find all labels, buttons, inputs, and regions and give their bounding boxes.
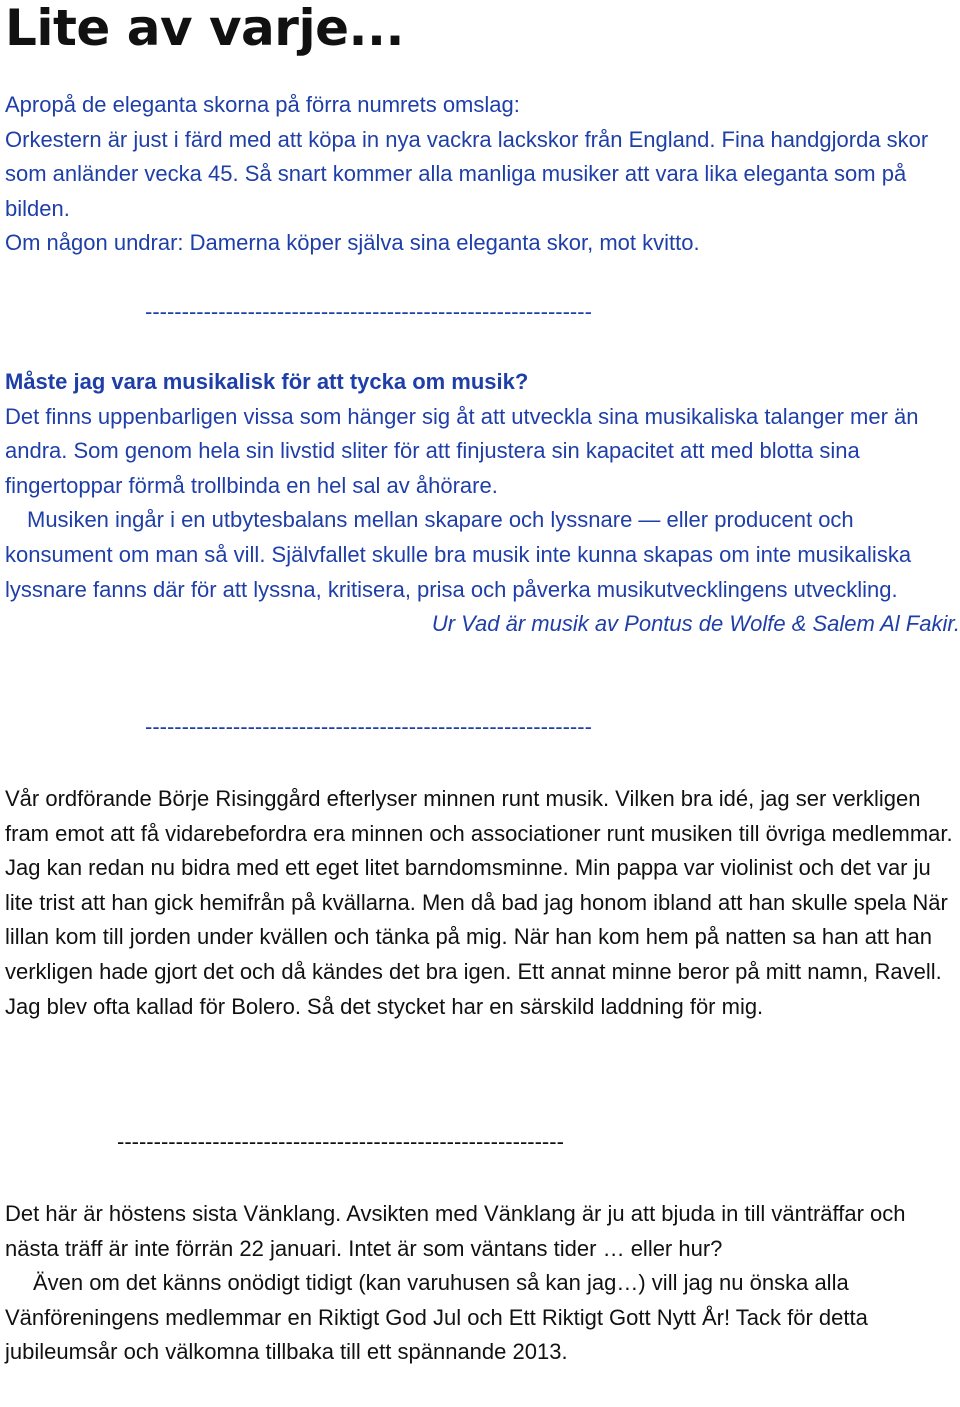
separator-1: -------------------------------------------------------------: [145, 299, 592, 324]
music-heading: Måste jag vara musikalisk för att tycka om musik?: [5, 369, 529, 394]
separator-2: -------------------------------------------------------------: [145, 714, 592, 739]
separator-3: -------------------------------------------------------------: [117, 1129, 564, 1154]
chairman-paragraph: Vår ordförande Börje Risinggård efterlyser minnen runt musik. Vilken bra idé, jag ser verkligen fram emot att få vidarebefordra era minnen och associationer runt musiken till övriga medlemmar. Jag kan redan nu bidra med ett eget litet barndomsminne. Min pappa var violinist och det var ju lite trist att han gick hemifrån på kvällarna. Men då bad jag honom ibland att han skulle spela När lillan kom till jorden under kvällen och tänka på mig. När han kom hem på natten sa han att han verkligen hade gjort det och då kändes det bra igen. Ett annat minne beror på mitt namn, Ravell. Jag blev ofta kallad för Bolero. Så det stycket har en särskild laddning för mig.: [5, 786, 953, 1019]
music-paragraph-1: Det finns uppenbarligen vissa som hänger sig åt att utveckla sina musikaliska talanger mer än andra. Som genom hela sin livstid sliter för att finjustera sin kapacitet att med blotta sina fingertoppar förmå trollbinda en hel sal av åhörare.: [5, 403, 919, 498]
autumn-paragraph-1: Det här är höstens sista Vänklang. Avsikten med Vänklang är ju att bjuda in till vänträffar och nästa träff är inte förrän 22 januari. Intet är som väntans tider … eller hur?: [5, 1201, 906, 1261]
autumn-paragraph-2: Även om det känns onödigt tidigt (kan varuhusen så kan jag…) vill jag nu önska alla Vänföreningens medlemmar en Riktigt God Jul och Ett Riktigt Gott Nytt År! Tack för detta jubileumsår och välkomna tillbaka till ett spännande 2013.: [5, 1270, 868, 1365]
intro-line-1: Apropå de eleganta skorna på förra numrets omslag:: [5, 92, 520, 117]
music-paragraph-2: Musiken ingår i en utbytesbalans mellan skapare och lyssnare — eller producent och konsument om man så vill. Självfallet skulle bra musik inte kunna skapas om inte musikaliska lyssnare fanns där för att lyssna, kritisera, prisa och påverka musikutvecklingens utveckling.: [5, 507, 912, 602]
page-title: Lite av varje...: [5, 0, 404, 57]
music-source: Ur Vad är musik av Pontus de Wolfe & Salem Al Fakir.: [431, 611, 960, 637]
intro-line-2: Orkestern är just i färd med att köpa in nya vackra lackskor från England. Fina handgjorda skor som anländer vecka 45. Så snart kommer alla manliga musiker att vara lika eleganta som på bilden.: [5, 126, 929, 221]
page: [5, 0, 960, 1365]
intro-line-3: Om någon undrar: Damerna köper själva sina eleganta skor, mot kvitto.: [5, 230, 700, 256]
music-section: [5, 365, 960, 642]
autumn-section: [5, 1197, 960, 1370]
intro-section: [5, 88, 960, 261]
chairman-section: [5, 782, 960, 1024]
